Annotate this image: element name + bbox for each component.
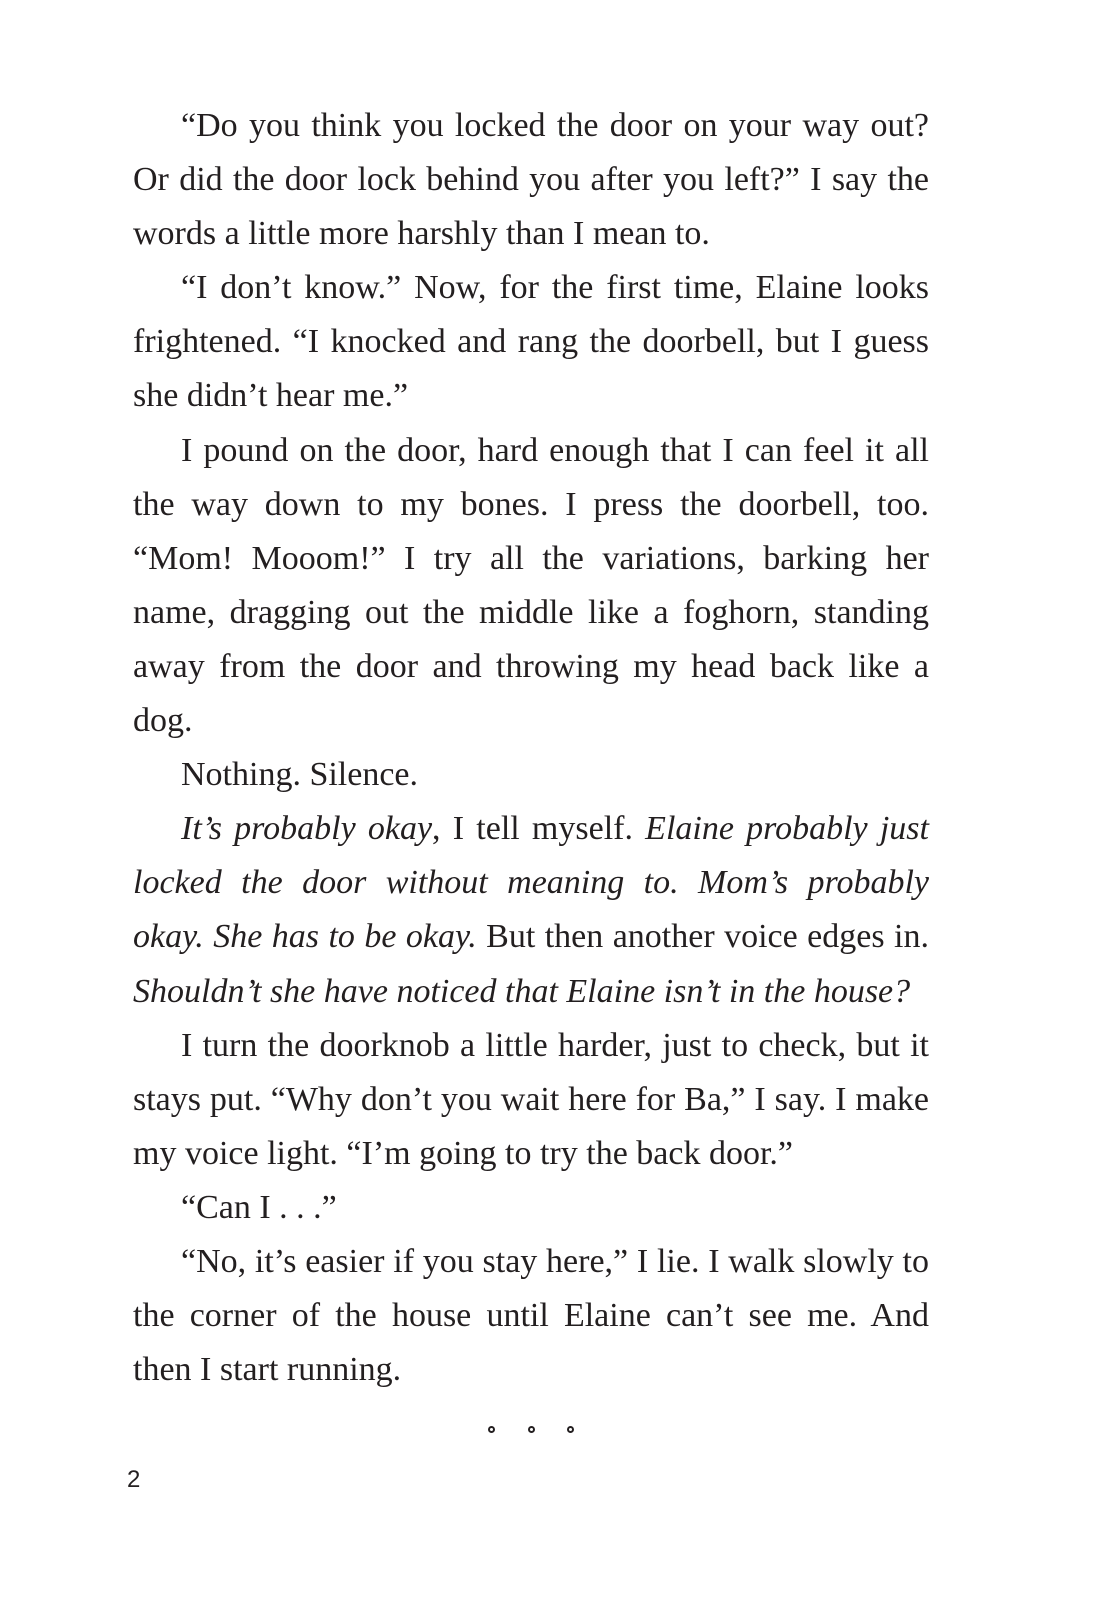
paragraph	[133, 424, 929, 749]
text-run: Nothing. Silence.	[181, 756, 419, 794]
paragraph	[133, 802, 929, 1018]
text-run: I turn the doorknob a little harder, just to check, but it stays put. “Why don’t you wait here for Ba,” I say. I make my voice light. “I’m going to try the back door.”	[133, 1026, 929, 1172]
paragraph	[133, 261, 929, 423]
text-run: “No, it’s easier if you stay here,” I lie. I walk slowly to the corner of the house until Elaine can’t see me. And then I start running.	[133, 1242, 929, 1389]
body-text	[133, 99, 929, 1397]
section-break-dot-icon	[488, 1426, 495, 1433]
italic-run: Elaine probably just locked the door without meaning to. Mom’s probably okay. She has to be okay.	[133, 810, 929, 956]
section-break-dot-icon	[528, 1426, 535, 1433]
section-break	[488, 1419, 574, 1439]
text-run: “Do you think you locked the door on your way out? Or did the door lock behind you after you left?” I say the words a little more harshly than I mean to.	[133, 107, 929, 253]
text-run: But then another voice edges in.	[476, 918, 929, 956]
paragraph	[133, 748, 929, 802]
text-run: “I don’t know.” Now, for the first time, Elaine looks frightened. “I knocked and rang the doorbell, but I guess she didn’t hear me.”	[133, 269, 929, 415]
paragraph	[133, 99, 929, 261]
italic-run: It’s probably okay	[181, 810, 433, 848]
text-run: I pound on the door, hard enough that I can feel it all the way down to my bones. I press the doorbell, too. “Mom! Mooom!” I try all the variations, barking her name, dragging out the middle like a foghorn, standing away from the door and throwing my head back like a dog.	[133, 431, 929, 740]
paragraph	[133, 1181, 929, 1235]
page-number: 2	[127, 1466, 141, 1493]
section-break-dot-icon	[567, 1426, 574, 1433]
text-run: , I tell myself.	[432, 810, 646, 848]
paragraph	[133, 1019, 929, 1181]
text-run: “Can I . . .”	[181, 1188, 337, 1226]
paragraph	[133, 1235, 929, 1397]
italic-run: Shouldn’t she have noticed that Elaine isn’t in the house?	[133, 972, 911, 1010]
